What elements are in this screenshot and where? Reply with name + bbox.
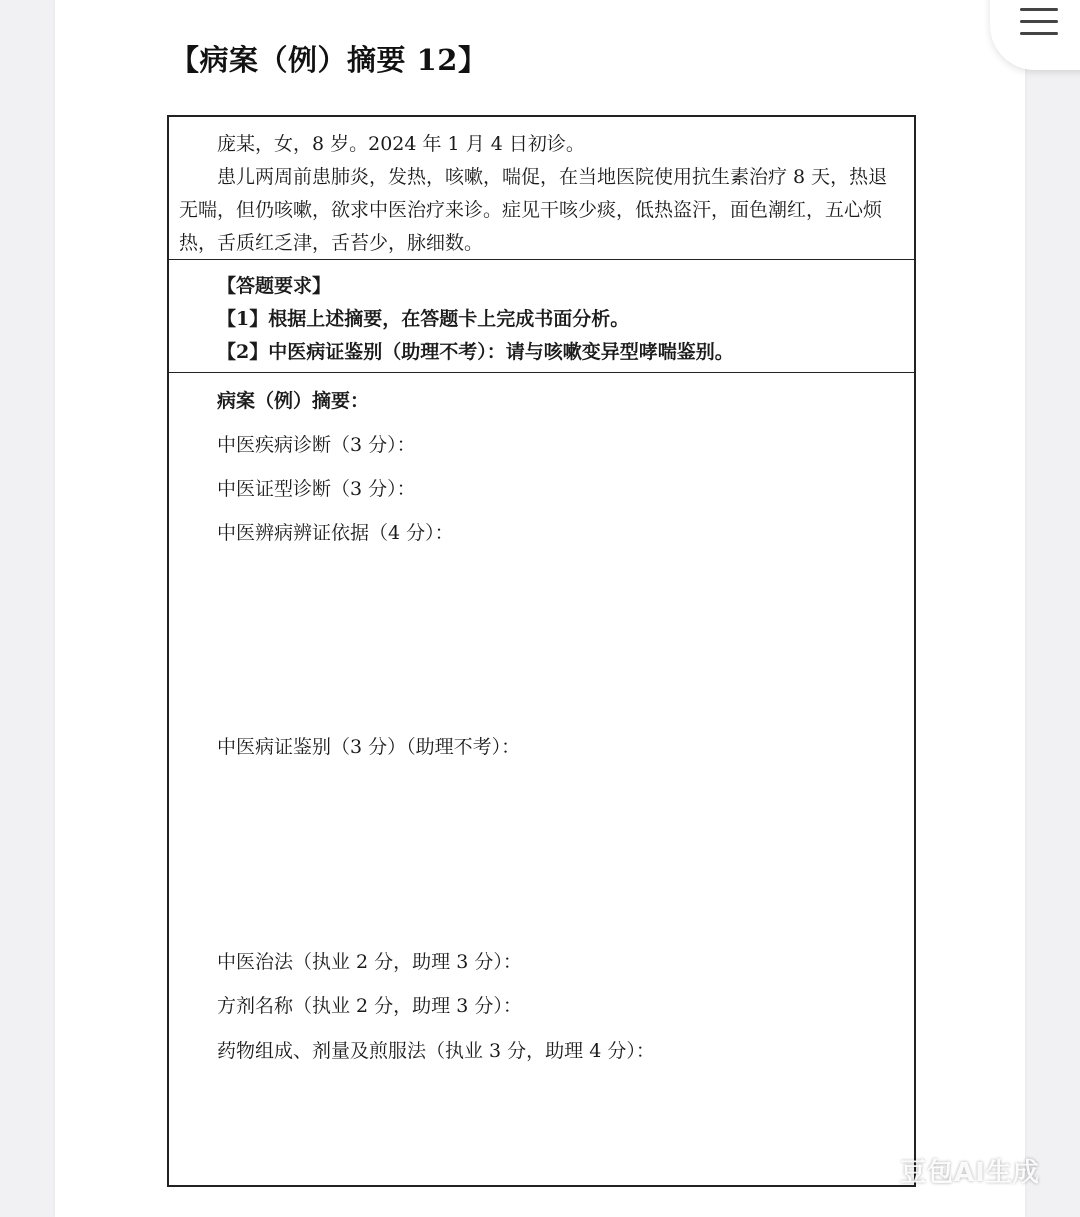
case-text-line: 热，舌质红乏津，舌苔少，脉细数。 <box>179 232 484 254</box>
field-treatment-method: 中医治法（执业 2 分，助理 3 分）： <box>217 951 522 973</box>
field-differential-diagnosis: 中医病证鉴别（3 分）（助理不考）： <box>217 736 521 758</box>
case-text-line: 无喘，但仍咳嗽，欲求中医治疗来诊。症见干咳少痰，低热盗汗，面色潮红，五心烦 <box>179 199 883 221</box>
case-text-line: 患儿两周前患肺炎，发热，咳嗽，喘促，在当地医院使用抗生素治疗 8 天，热退 <box>217 166 888 188</box>
answer-heading: 病案（例）摘要： <box>217 390 370 412</box>
case-form-table <box>167 115 916 1187</box>
case-summary-section <box>169 117 914 260</box>
menu-bar <box>1020 8 1058 11</box>
field-disease-diagnosis: 中医疾病诊断（3 分）： <box>217 434 416 456</box>
case-intro: 庞某，女，8 岁。2024 年 1 月 4 日初诊。 <box>217 133 585 155</box>
page-title: 【病案（例）摘要 12】 <box>170 43 488 77</box>
field-prescription-name: 方剂名称（执业 2 分，助理 3 分）： <box>217 995 522 1017</box>
requirements-section <box>169 260 914 373</box>
requirements-heading: 【答题要求】 <box>217 275 332 297</box>
answer-section <box>169 373 914 1185</box>
requirement-item: 【2】中医病证鉴别（助理不考）：请与咳嗽变异型哮喘鉴别。 <box>217 341 734 363</box>
menu-bar <box>1020 32 1058 35</box>
field-syndrome-diagnosis: 中医证型诊断（3 分）： <box>217 478 416 500</box>
requirement-item: 【1】根据上述摘要，在答题卡上完成书面分析。 <box>217 308 630 330</box>
ai-watermark: 豆包AI生成 <box>900 1158 1040 1188</box>
menu-bar <box>1020 20 1058 23</box>
field-diagnosis-basis: 中医辨病辨证依据（4 分）： <box>217 522 454 544</box>
field-medicine-composition: 药物组成、剂量及煎服法（执业 3 分，助理 4 分）： <box>217 1040 655 1062</box>
